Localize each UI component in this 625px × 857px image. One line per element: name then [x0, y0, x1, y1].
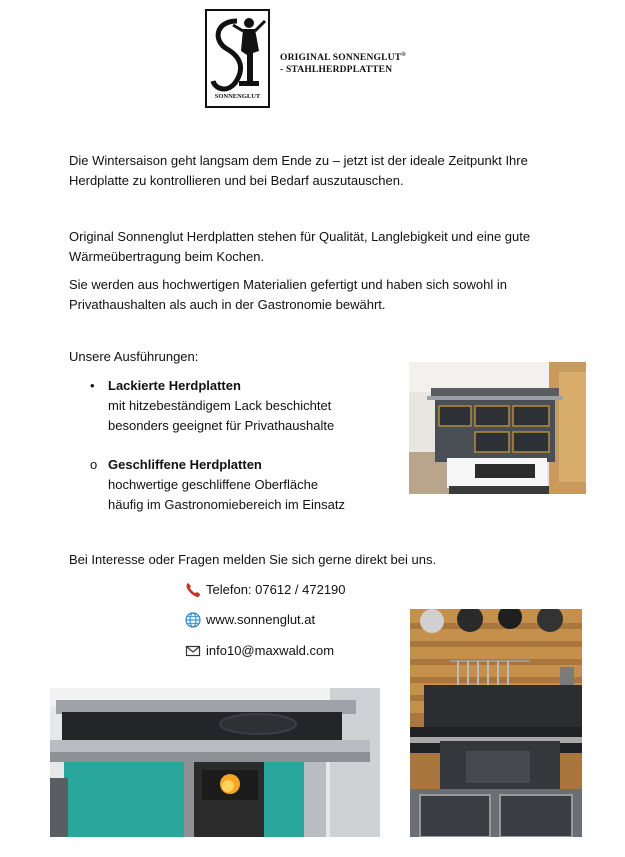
bullet-marker: o — [90, 457, 98, 472]
variant-title: Lackierte Herdplatten — [108, 378, 241, 393]
contact-email-row — [185, 641, 334, 661]
variant-line: hochwertige geschliffene Oberfläche — [108, 477, 319, 492]
email-link[interactable]: info10@maxwald.com — [206, 643, 335, 658]
brand-line-1: ORIGINAL SONNENGLUT — [280, 53, 402, 64]
contact-phone-row — [185, 580, 346, 600]
sonnenglut-logo-emblem — [205, 9, 270, 108]
brand-wordmark — [280, 49, 406, 76]
intro-paragraph: Die Wintersaison geht langsam dem Ende zu – jetzt ist der ideale Zeitpunkt Ihre Herdplatte zu kontrollieren und bei Bedarf auszutauschen. — [69, 153, 528, 188]
variant-title: Geschliffene Herdplatten — [108, 457, 262, 472]
sonnenglut-emblem-icon — [207, 11, 268, 106]
globe-icon — [185, 612, 201, 628]
contact-web-row — [185, 610, 315, 630]
registered-mark: ® — [401, 52, 406, 58]
variant-line: mit hitzebeständigem Lack beschichtet — [108, 398, 332, 413]
contact-intro: Bei Interesse oder Fragen melden Sie sich gerne direkt bei uns. — [69, 552, 437, 567]
variant-line: besonders geeignet für Privathaushalte — [108, 418, 335, 433]
bullet-marker: • — [90, 378, 95, 393]
quality-paragraph: Original Sonnenglut Herdplatten stehen für Qualität, Langlebigkeit und eine gute Wärmeübertragung beim Kochen. — [69, 229, 531, 264]
stove-photo-kitchen — [409, 362, 586, 494]
materials-paragraph: Sie werden aus hochwertigen Materialien gefertigt und haben sich sowohl in Privathaushalten als auch in der Gastronomie bewährt. — [69, 277, 507, 312]
telephone-icon — [185, 582, 201, 598]
brand-line-2: - STAHLHERDPLATTEN — [280, 65, 393, 76]
envelope-icon — [185, 643, 201, 659]
emblem-caption: SONNENGLUT — [214, 93, 261, 100]
stove-photo-gastro — [410, 609, 582, 837]
website-link[interactable]: www.sonnenglut.at — [206, 612, 316, 627]
variants-heading: Unsere Ausführungen: — [69, 349, 199, 364]
variant-line: häufig im Gastronomiebereich im Einsatz — [108, 497, 345, 512]
variant-item-lacquered — [90, 376, 398, 436]
phone-number: Telefon: 07612 / 472190 — [206, 582, 346, 597]
variant-item-ground — [90, 455, 398, 515]
stove-photo-firebox — [50, 688, 380, 837]
